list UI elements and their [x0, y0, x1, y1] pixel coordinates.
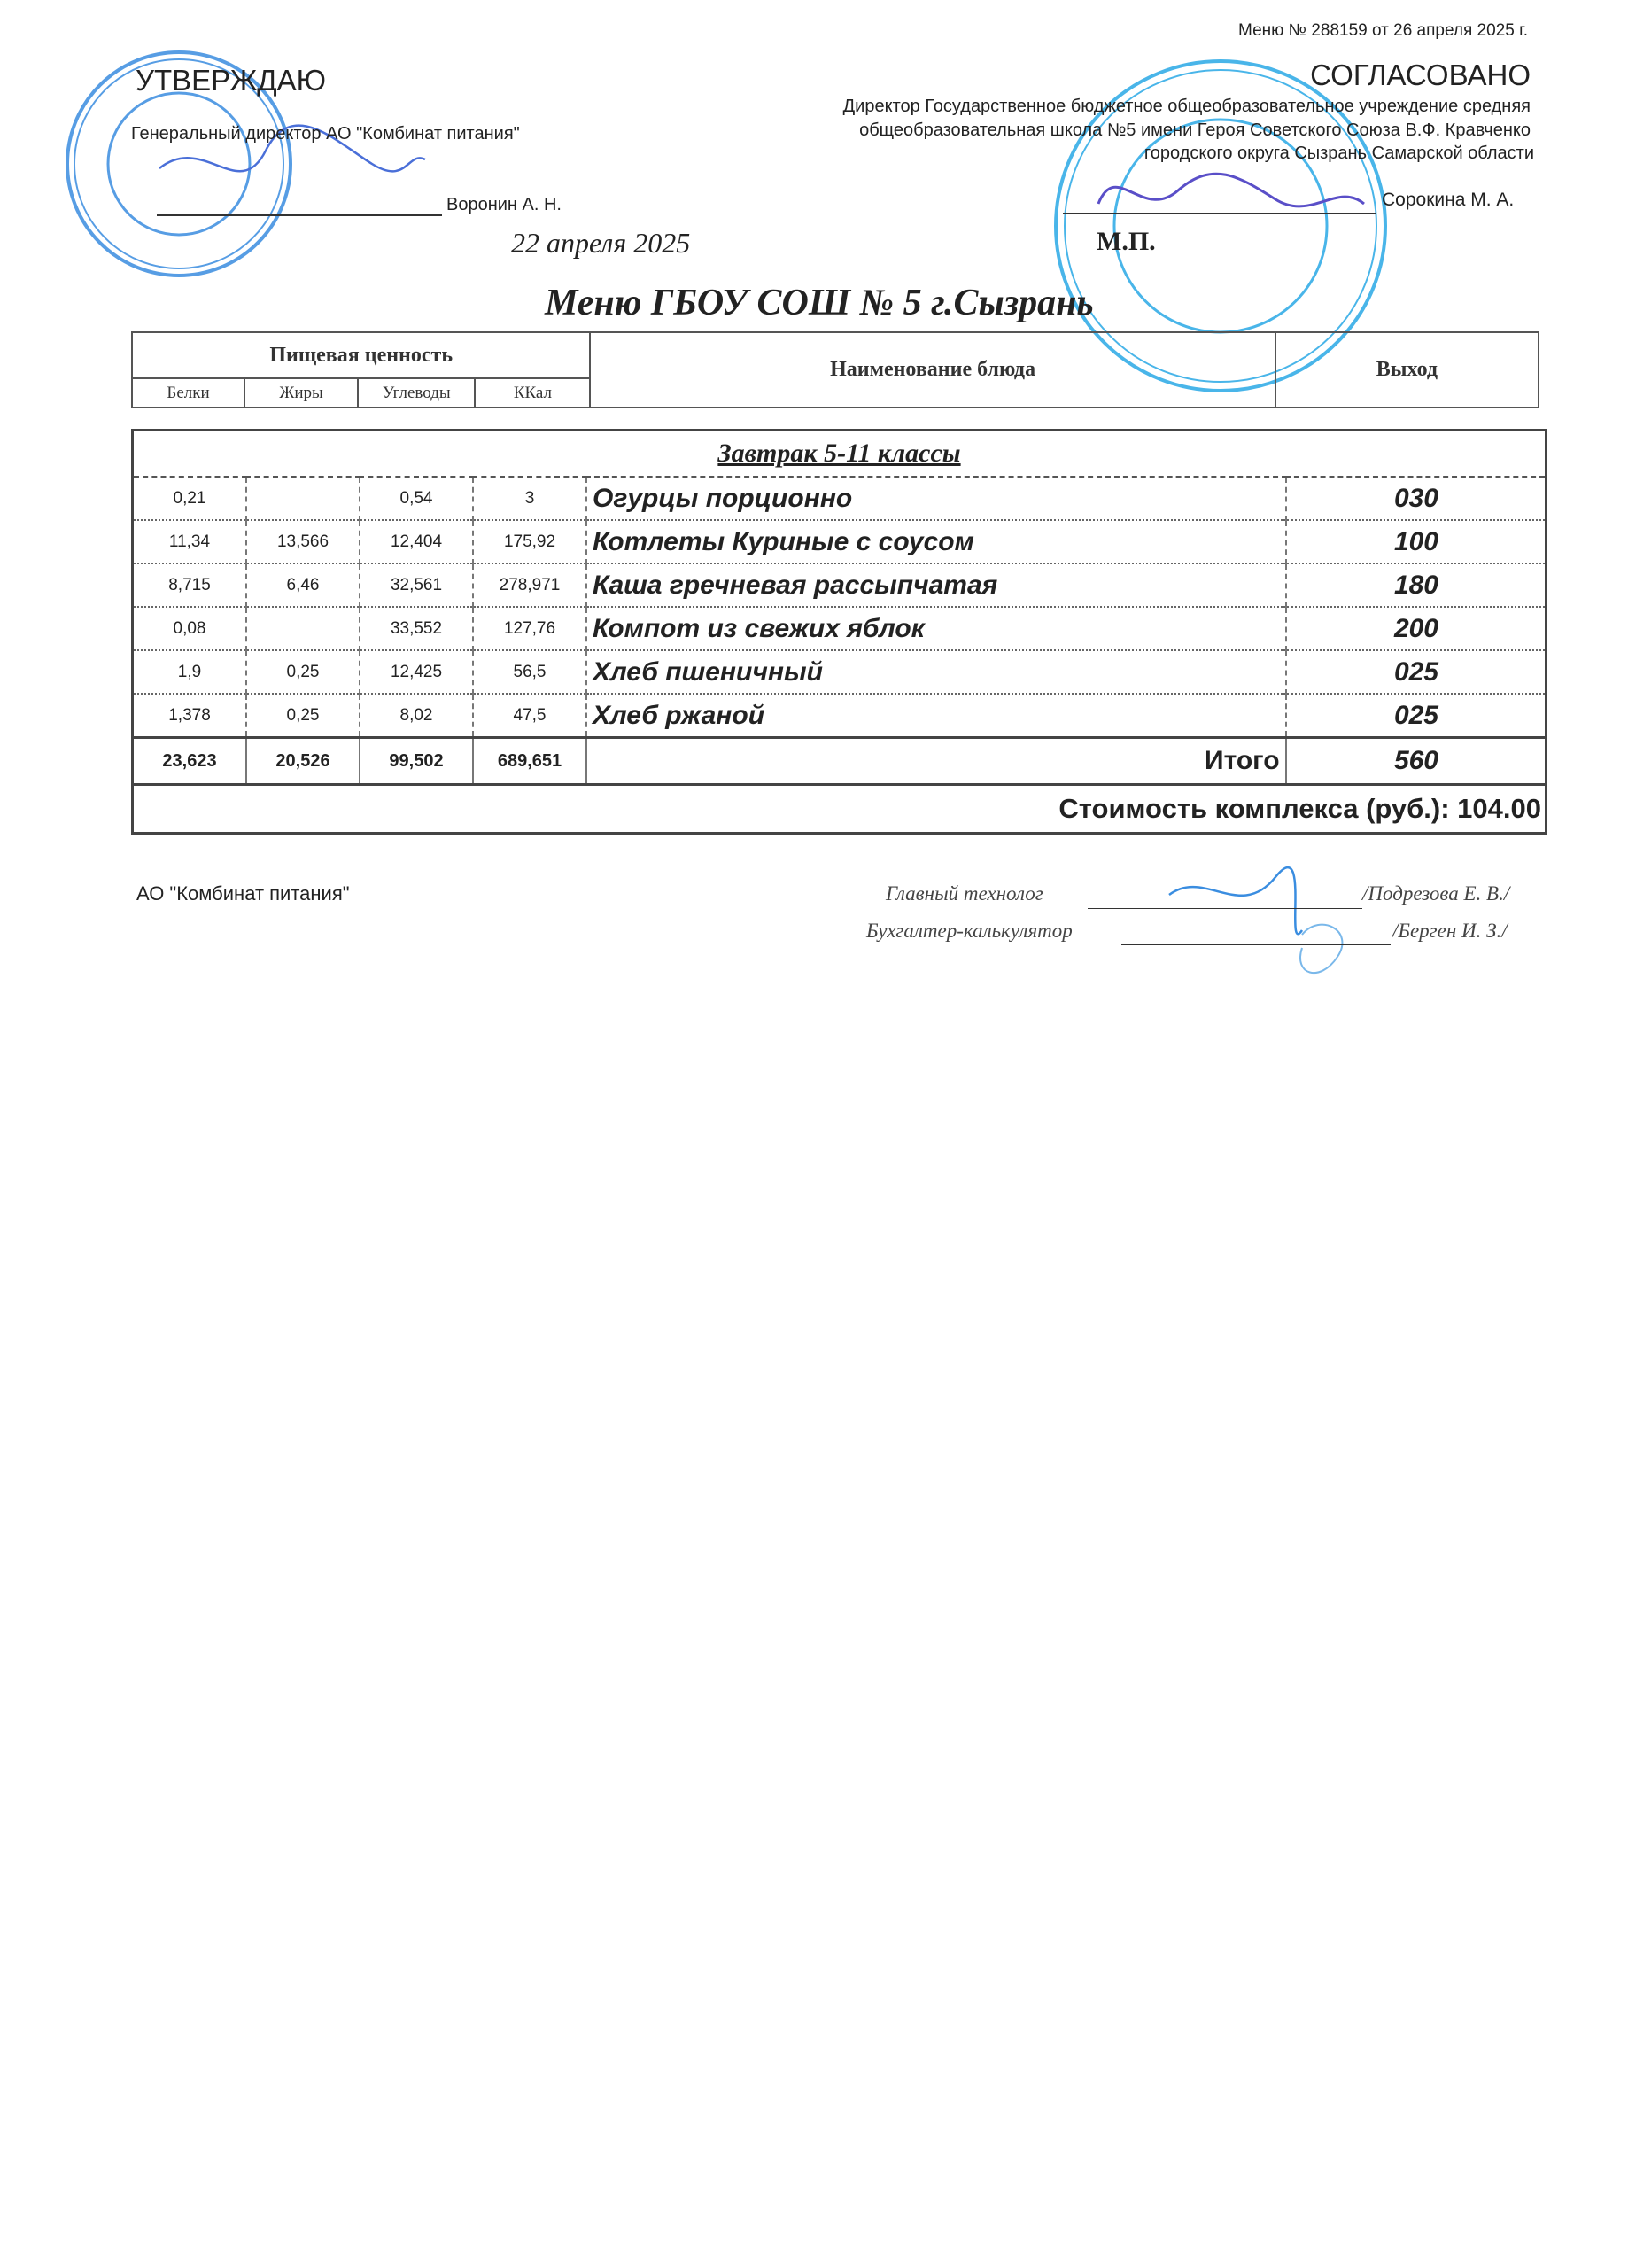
cell-fats	[246, 607, 360, 650]
nutrition-header: Пищевая ценность	[132, 332, 590, 378]
accountant-role: Бухгалтер-калькулятор	[866, 920, 1073, 942]
cell-output: 025	[1286, 694, 1547, 738]
footer-org: АО "Комбинат питания"	[136, 882, 350, 905]
tech-signature-line	[1088, 908, 1362, 909]
table-header	[131, 331, 1539, 408]
approve-title: УТВЕРЖДАЮ	[136, 64, 326, 97]
total-fats: 20,526	[246, 738, 360, 785]
cell-output: 200	[1286, 607, 1547, 650]
sorokina-signature	[1098, 174, 1364, 206]
approve-position: Генеральный директор АО "Комбинат питания"	[131, 124, 520, 144]
agreed-line-3: городского округа Сызрань Самарской области	[1143, 144, 1534, 163]
dish-header: Наименование блюда	[590, 332, 1275, 408]
tech-role: Главный технолог	[886, 882, 1043, 905]
agreed-line-1: Директор Государственное бюджетное общеобразовательное учреждение средняя	[842, 97, 1531, 116]
total-carbs: 99,502	[360, 738, 473, 785]
approve-date: 22 апреля 2025	[511, 227, 691, 259]
table-row	[133, 477, 1547, 520]
meal-caption: Завтрак 5-11 классы	[717, 439, 961, 468]
cell-proteins: 1,378	[133, 694, 247, 738]
cell-kcal: 127,76	[473, 607, 586, 650]
cell-dish-name: Хлеб ржаной	[586, 694, 1286, 738]
approve-signature-line	[157, 214, 442, 216]
cell-carbs: 33,552	[360, 607, 473, 650]
col-kcal: ККал	[475, 378, 590, 408]
cell-dish-name: Компот из свежих яблок	[586, 607, 1286, 650]
tech-name: /Подрезова Е. В./	[1362, 882, 1510, 905]
accountant-signature-line	[1121, 944, 1391, 945]
complex-cost: Стоимость комплекса (руб.): 104.00	[1058, 793, 1541, 824]
cell-fats	[246, 477, 360, 520]
cell-output: 100	[1286, 520, 1547, 563]
cell-output: 180	[1286, 563, 1547, 607]
accountant-name: /Берген И. З./	[1392, 920, 1508, 942]
cell-carbs: 0,54	[360, 477, 473, 520]
podrezova-signature	[1169, 867, 1302, 934]
menu-reference: Меню № 288159 от 26 апреля 2025 г.	[1238, 21, 1528, 40]
agreed-signature-line	[1063, 213, 1376, 214]
agreed-line-2: общеобразовательная школа №5 имени Героя Советского Союза В.Ф. Кравченко	[859, 120, 1531, 140]
cell-kcal: 47,5	[473, 694, 586, 738]
cell-dish-name: Огурцы порционно	[586, 477, 1286, 520]
table-row	[133, 650, 1547, 694]
col-proteins: Белки	[132, 378, 244, 408]
cell-output: 025	[1286, 650, 1547, 694]
table-row	[133, 563, 1547, 607]
total-kcal: 689,651	[473, 738, 586, 785]
cell-dish-name: Каша гречневая рассыпчатая	[586, 563, 1286, 607]
cell-kcal: 175,92	[473, 520, 586, 563]
table-row	[133, 607, 1547, 650]
cell-proteins: 11,34	[133, 520, 247, 563]
table-row	[133, 520, 1547, 563]
cell-kcal: 3	[473, 477, 586, 520]
cell-fats: 0,25	[246, 650, 360, 694]
cell-carbs: 12,425	[360, 650, 473, 694]
cell-proteins: 0,08	[133, 607, 247, 650]
cell-fats: 0,25	[246, 694, 360, 738]
page-title: Меню ГБОУ СОШ № 5 г.Сызрань	[545, 283, 1094, 323]
total-row	[133, 738, 1547, 785]
cell-fats: 6,46	[246, 563, 360, 607]
cell-output: 030	[1286, 477, 1547, 520]
cell-kcal: 278,971	[473, 563, 586, 607]
menu-table	[131, 429, 1547, 835]
bergen-signature	[1300, 925, 1342, 973]
output-header: Выход	[1275, 332, 1539, 408]
total-output: 560	[1286, 738, 1547, 785]
cell-fats: 13,566	[246, 520, 360, 563]
cell-proteins: 0,21	[133, 477, 247, 520]
cell-proteins: 1,9	[133, 650, 247, 694]
cell-dish-name: Котлеты Куриные с соусом	[586, 520, 1286, 563]
cell-carbs: 32,561	[360, 563, 473, 607]
col-carbs: Углеводы	[358, 378, 475, 408]
total-proteins: 23,623	[133, 738, 247, 785]
cell-carbs: 12,404	[360, 520, 473, 563]
total-label: Итого	[586, 738, 1286, 785]
cell-carbs: 8,02	[360, 694, 473, 738]
table-row	[133, 694, 1547, 738]
agreed-name: Сорокина М. А.	[1382, 190, 1515, 210]
cell-proteins: 8,715	[133, 563, 247, 607]
col-fats: Жиры	[244, 378, 358, 408]
cell-dish-name: Хлеб пшеничный	[586, 650, 1286, 694]
approve-name: Воронин А. Н.	[446, 195, 562, 214]
seal-place: М.П.	[1097, 227, 1156, 256]
agreed-title: СОГЛАСОВАНО	[1310, 58, 1531, 91]
cell-kcal: 56,5	[473, 650, 586, 694]
